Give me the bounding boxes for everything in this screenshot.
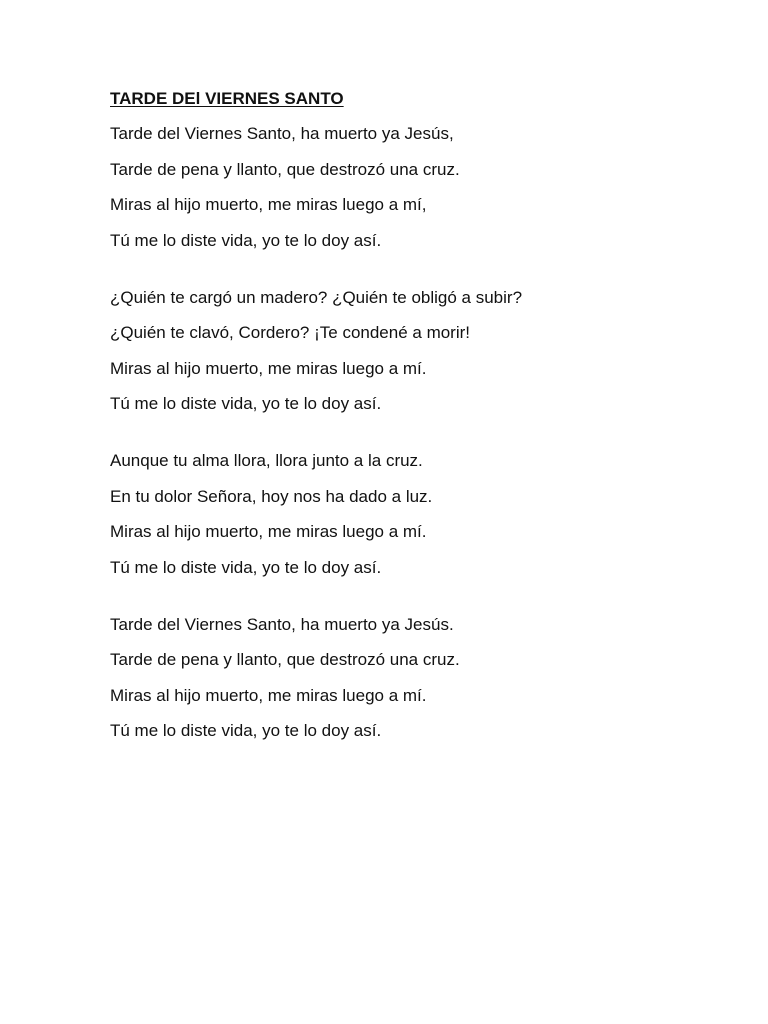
stanza-line: ¿Quién te clavó, Cordero? ¡Te condené a morir!	[110, 323, 471, 342]
stanza-1	[110, 123, 730, 252]
stanza-line: Tarde del Viernes Santo, ha muerto ya Jesús.	[110, 614, 454, 634]
stanza-line: Miras al hijo muerto, me miras luego a mí.	[110, 358, 427, 378]
song-title: TARDE DEl VIERNES SANTO	[110, 89, 344, 108]
stanza-line: Tarde de pena y llanto, que destrozó una cruz.	[110, 650, 460, 669]
stanza-4	[110, 614, 730, 743]
stanza-line: Tarde de pena y llanto, que destrozó una cruz.	[110, 159, 460, 179]
stanza-line: Aunque tu alma llora, llora junto a la cruz.	[110, 451, 423, 470]
document-content	[110, 88, 730, 756]
stanza-line: Miras al hijo muerto, me miras luego a mí.	[110, 685, 427, 705]
stanza-line: Tú me lo diste vida, yo te lo doy así.	[110, 557, 382, 577]
stanza-line: Miras al hijo muerto, me miras luego a mí.	[110, 522, 427, 541]
stanza-2	[110, 287, 730, 416]
stanza-line: Tú me lo diste vida, yo te lo doy así.	[110, 394, 382, 413]
stanza-line: Tarde del Viernes Santo, ha muerto ya Jesús,	[110, 124, 454, 143]
stanza-line: Miras al hijo muerto, me miras luego a mí,	[110, 195, 427, 214]
stanza-line: Tú me lo diste vida, yo te lo doy así.	[110, 721, 382, 740]
stanza-3	[110, 450, 730, 579]
stanza-line: En tu dolor Señora, hoy nos ha dado a luz.	[110, 486, 433, 506]
stanza-line: ¿Quién te cargó un madero? ¿Quién te obligó a subir?	[110, 287, 523, 307]
stanza-line: Tú me lo diste vida, yo te lo doy así.	[110, 230, 382, 250]
